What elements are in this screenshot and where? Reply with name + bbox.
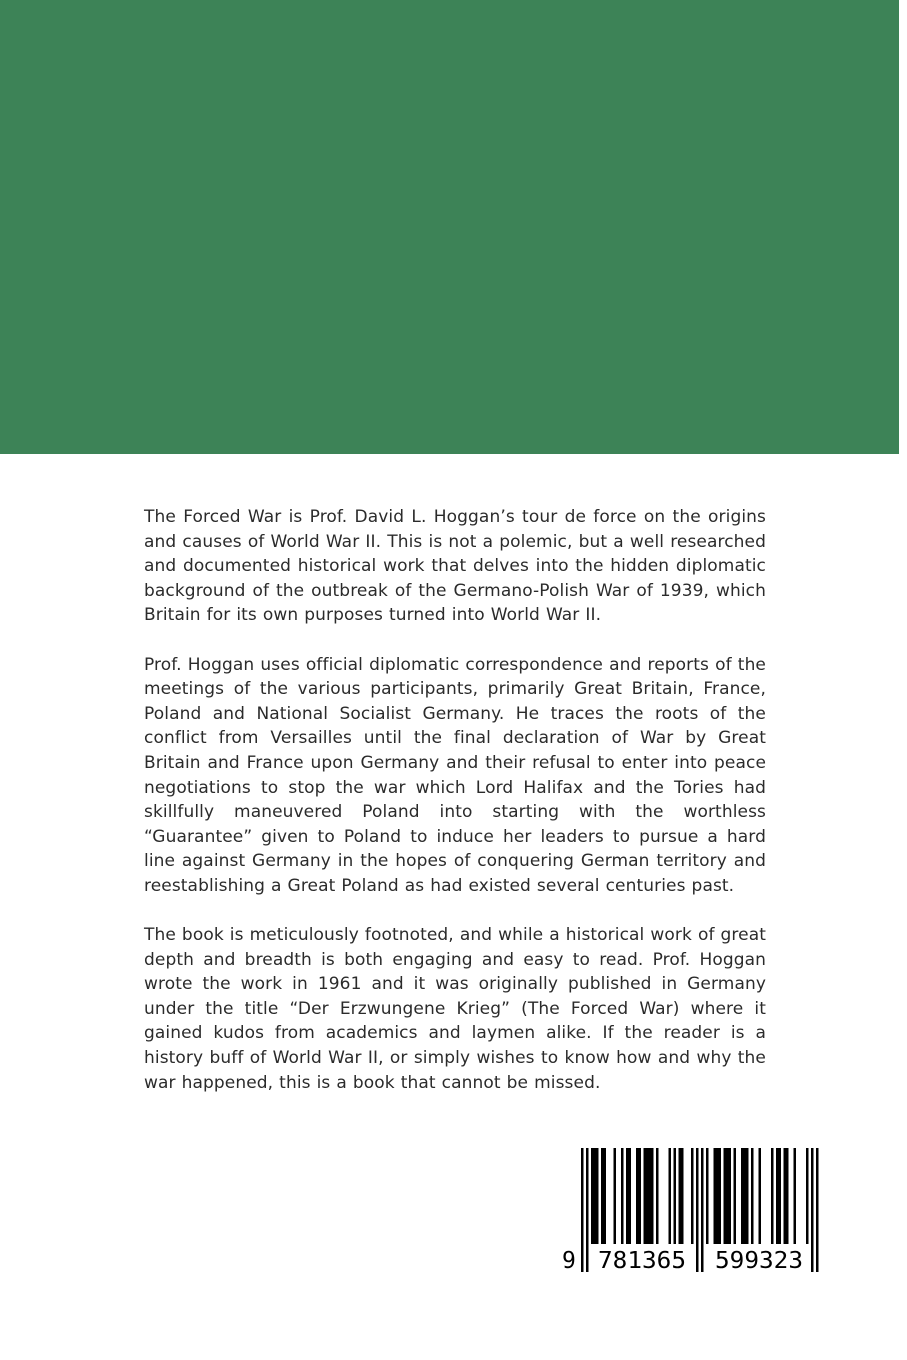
barcode-bar [636,1148,639,1244]
barcode-right-digits: 599323 [715,1248,803,1274]
barcode-bar [629,1148,632,1244]
page-edge [899,0,907,1360]
barcode-bar [669,1148,672,1244]
cover-color-band [0,0,899,454]
barcode-bar [651,1148,654,1244]
barcode-bar [681,1148,684,1244]
barcode-bar [716,1148,719,1244]
isbn-barcode [562,1146,822,1274]
barcode-bar [729,1148,732,1244]
back-cover-blurb [144,505,766,1120]
barcode-bar [741,1148,744,1244]
barcode-bar [614,1148,617,1244]
barcode-bar [786,1148,789,1244]
barcode-bar [644,1148,647,1244]
barcode-bar [596,1148,599,1244]
barcode-lead-digit: 9 [562,1248,576,1274]
barcode-bar [714,1148,717,1244]
barcode-bar [601,1148,604,1244]
barcode-bar [816,1148,819,1272]
barcode-bar [639,1148,642,1244]
barcode-bar [751,1148,754,1244]
barcode-bar [759,1148,762,1244]
barcode-bar [719,1148,722,1244]
barcode-bar [604,1148,607,1244]
barcode-bar [811,1148,814,1272]
barcode-bar [656,1148,659,1244]
barcode-bar [726,1148,729,1244]
barcode-bar [784,1148,787,1244]
barcode-bar [779,1148,782,1244]
barcode-bar [646,1148,649,1244]
barcode-bar [626,1148,629,1244]
barcode-bar [794,1148,797,1244]
barcode-bar [674,1148,677,1244]
barcode-bar [691,1148,694,1244]
barcode-bar [649,1148,652,1244]
barcode-bar [591,1148,594,1244]
barcode-bar [806,1148,809,1244]
barcode-bar [696,1148,699,1272]
barcode-bar [679,1148,682,1244]
blurb-paragraph-1: The Forced War is Prof. David L. Hoggan’s tour de force on the origins and causes of World War II. This is not a polemic, but a well researched and documented historical work that delves into the hidden diplomatic background of the outbreak of the Germano-Polish War of 1939, which Britain for its own purposes turned into World War II. [144,507,766,626]
barcode-bar [594,1148,597,1244]
barcode-bar [701,1148,704,1272]
barcode-bar [771,1148,774,1244]
barcode-bar [734,1148,737,1244]
barcode-bar [621,1148,624,1244]
blurb-paragraph-2: Prof. Hoggan uses official diplomatic correspondence and reports of the meetings of the various participants, primarily Great Britain, France, Poland and National Socialist Germany. He traces the roots of the conflict from Versailles until the final declaration of War by Great Britain and France upon Germany and their refusal to enter into peace negotiations to stop the war which Lord Halifax and the Tories had skillfully maneuvered Poland into starting with the worthless “Guarantee” given to Poland to induce her leaders to pursue a hard line against Germany in the hopes of conquering German territory and reestablishing a Great Poland as had existed several centuries past. [144,654,766,896]
barcode-graphic [562,1146,822,1274]
barcode-bar [746,1148,749,1244]
barcode-left-digits: 781365 [598,1248,686,1274]
blurb-paragraph-3: The book is meticulously footnoted, and while a historical work of great depth and breadth is both engaging and easy to read. Prof. Hoggan wrote the work in 1961 and it was originally published in Germany under the title “Der Erzwungene Krieg” (The Forced War) where it gained kudos from academics and laymen alike. If the reader is a history buff of World War II, or simply wishes to know how and why the war happened, this is a book that cannot be missed. [144,925,766,1093]
barcode-bar [706,1148,709,1244]
barcode-bar [724,1148,727,1244]
barcode-bar [586,1148,589,1272]
barcode-bar [581,1148,584,1272]
barcode-bar [776,1148,779,1244]
barcode-bar [744,1148,747,1244]
